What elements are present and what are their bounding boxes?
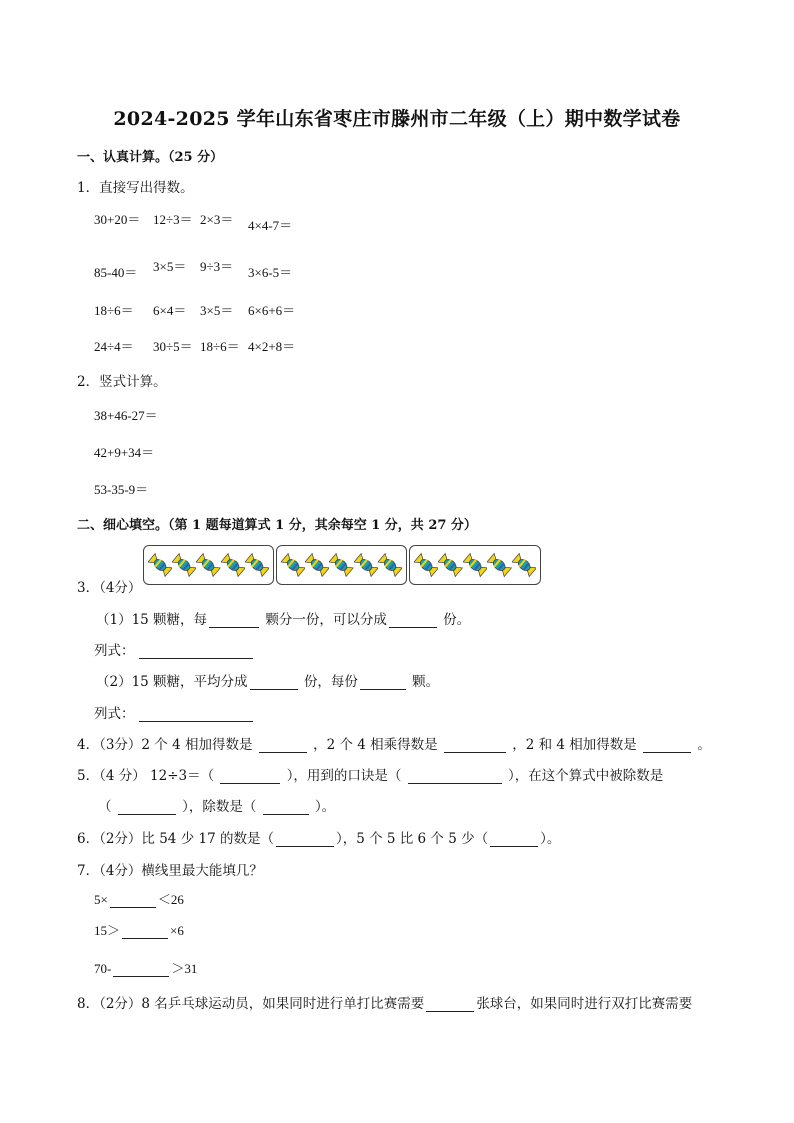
section2-heading: 二、细心填空。（第 1 题每道算式 1 分，其余每空 1 分，共 27 分） [77, 518, 477, 533]
q4-text-a: 4．（3分）2 个 4 相加得数是 [77, 737, 253, 753]
calc-r4c1: 24÷4＝ [94, 339, 134, 354]
q3-part1-text-c: 份。 [443, 612, 471, 628]
q6-blank-2[interactable] [490, 832, 538, 847]
q1-label: 1．直接写出得数。 [77, 180, 194, 196]
candy-icon [463, 550, 487, 580]
q5-text-a: 5．（4 分） 12÷3＝（ [77, 768, 215, 784]
q7-blank-3[interactable] [113, 962, 169, 977]
q8-text-a: 8．（2分）8 名乒乓球运动员，如果同时进行单打比赛需要 [77, 996, 425, 1012]
candy-icon [221, 550, 245, 580]
calc-r3c2: 6×4＝ [153, 303, 187, 318]
calc-r4c2: 30÷5＝ [153, 339, 193, 354]
calc-r2c2: 3×5＝ [153, 259, 187, 274]
vertical-calc-3: 53-35-9＝ [94, 482, 149, 497]
q3-formula1-line[interactable] [139, 644, 253, 659]
candy-icon [148, 550, 172, 580]
q4-text-d: 。 [697, 737, 711, 753]
q5-blank-quotient[interactable] [220, 769, 280, 784]
q7-blank-1[interactable] [110, 893, 156, 908]
q5-text-c: ），在这个算式中被除数是 [508, 768, 664, 784]
q3-number: 3．（4分） [77, 580, 142, 596]
candy-icon [487, 550, 511, 580]
calc-r1c4: 4×4-7＝ [248, 218, 293, 233]
calc-r4c4: 4×2+8＝ [248, 339, 296, 354]
q5-blank-rhyme[interactable] [408, 769, 502, 784]
q4-blank-3[interactable] [643, 738, 691, 753]
candy-icon [245, 550, 269, 580]
candy-icon [305, 550, 329, 580]
candy-icon [329, 550, 353, 580]
q4-text-c: ，2 和 4 相加得数是 [512, 737, 637, 753]
candy-icon [172, 550, 196, 580]
q4 [77, 733, 711, 753]
q3-blank-groups[interactable] [389, 613, 437, 628]
calc-r2c4: 3×6-5＝ [248, 265, 293, 280]
q8 [77, 992, 692, 1012]
calc-r1c2: 12÷3＝ [153, 212, 193, 227]
q3-formula2-label: 列式： [94, 706, 135, 722]
q7-l1-a: 5× [94, 892, 108, 907]
q3-blank-each[interactable] [360, 675, 406, 690]
q2-label: 2．竖式计算。 [77, 374, 167, 390]
q6-text-b: ），5 个 5 比 6 个 5 少（ [335, 831, 489, 847]
q6-blank-1[interactable] [276, 832, 334, 847]
section1-heading: 一、认真计算。（25 分） [77, 150, 224, 165]
q3-formula1-label: 列式： [94, 643, 135, 659]
q3-blank-per-group[interactable] [209, 613, 259, 628]
calc-r3c1: 18÷6＝ [94, 303, 134, 318]
q7-l2-b: ×6 [170, 923, 184, 938]
candy-group-3 [409, 545, 541, 585]
page-title: 2024-2025 学年山东省枣庄市滕州市二年级（上）期中数学试卷 [113, 108, 681, 130]
q7-l1-b: ＜26 [157, 892, 184, 907]
q7-l2-a: 15＞ [94, 923, 121, 938]
q7-ineq-1 [94, 889, 184, 908]
q7-ineq-2 [94, 920, 184, 939]
q5-line2 [98, 795, 335, 815]
q7-l3-b: ＞31 [171, 961, 198, 976]
q3-part2-text-a: （2）15 颗糖，平均分成 [96, 674, 248, 690]
vertical-calc-1: 38+46-27＝ [94, 408, 158, 423]
q7-ineq-3 [94, 958, 197, 977]
calc-r1c3: 2×3＝ [200, 212, 234, 227]
q3-formula2-line[interactable] [139, 707, 253, 722]
q6 [77, 827, 560, 847]
q4-blank-1[interactable] [259, 738, 307, 753]
q5-text-f: ）。 [314, 799, 336, 815]
q7-label: 7．（4分）横线里最大能填几？ [77, 863, 263, 879]
q3-part2-text-c: 颗。 [412, 674, 440, 690]
candy-group-1 [143, 545, 274, 585]
candy-icon [354, 550, 378, 580]
candy-icon [414, 550, 438, 580]
calc-r1c1: 30+20＝ [94, 212, 141, 227]
calc-r3c3: 3×5＝ [200, 303, 234, 318]
q7-l3-a: 70- [94, 961, 112, 976]
candy-icon [196, 550, 220, 580]
q3-part2-text-b: 份，每份 [303, 674, 358, 690]
q5-text-e: ），除数是（ [182, 799, 257, 815]
q3-part2 [96, 670, 439, 690]
candy-icon [512, 550, 536, 580]
q3-part1-text-a: （1）15 颗糖，每 [96, 612, 208, 628]
q3-part1 [96, 608, 470, 628]
candy-icon [378, 550, 402, 580]
vertical-calc-2: 42+9+34＝ [94, 445, 155, 460]
q3-formula2 [94, 702, 253, 722]
q3-blank-parts[interactable] [250, 675, 298, 690]
q5-line1 [77, 764, 663, 784]
calc-r3c4: 6×6+6＝ [248, 303, 296, 318]
calc-r2c3: 9÷3＝ [200, 259, 234, 274]
q4-text-b: ，2 个 4 相乘得数是 [313, 737, 438, 753]
candy-group-2 [276, 545, 407, 585]
q4-blank-2[interactable] [444, 738, 506, 753]
calc-r4c3: 18÷6＝ [200, 339, 240, 354]
q6-text-c: ）。 [540, 831, 561, 847]
q3-part1-text-b: 颗分一份，可以分成 [265, 612, 387, 628]
q8-blank-1[interactable] [426, 997, 474, 1012]
candy-icon [281, 550, 305, 580]
q5-blank-divisor[interactable] [263, 800, 309, 815]
q5-blank-dividend[interactable] [118, 800, 176, 815]
q3-formula1 [94, 639, 253, 659]
q8-text-b: 张球台，如果同时进行双打比赛需要 [476, 996, 693, 1012]
candy-icon [438, 550, 462, 580]
q5-text-d: （ [98, 799, 112, 815]
q6-text-a: 6．（2分）比 54 少 17 的数是（ [77, 831, 274, 847]
calc-r2c1: 85-40＝ [94, 265, 138, 280]
q7-blank-2[interactable] [122, 924, 168, 939]
q5-text-b: ），用到的口诀是（ [286, 768, 402, 784]
